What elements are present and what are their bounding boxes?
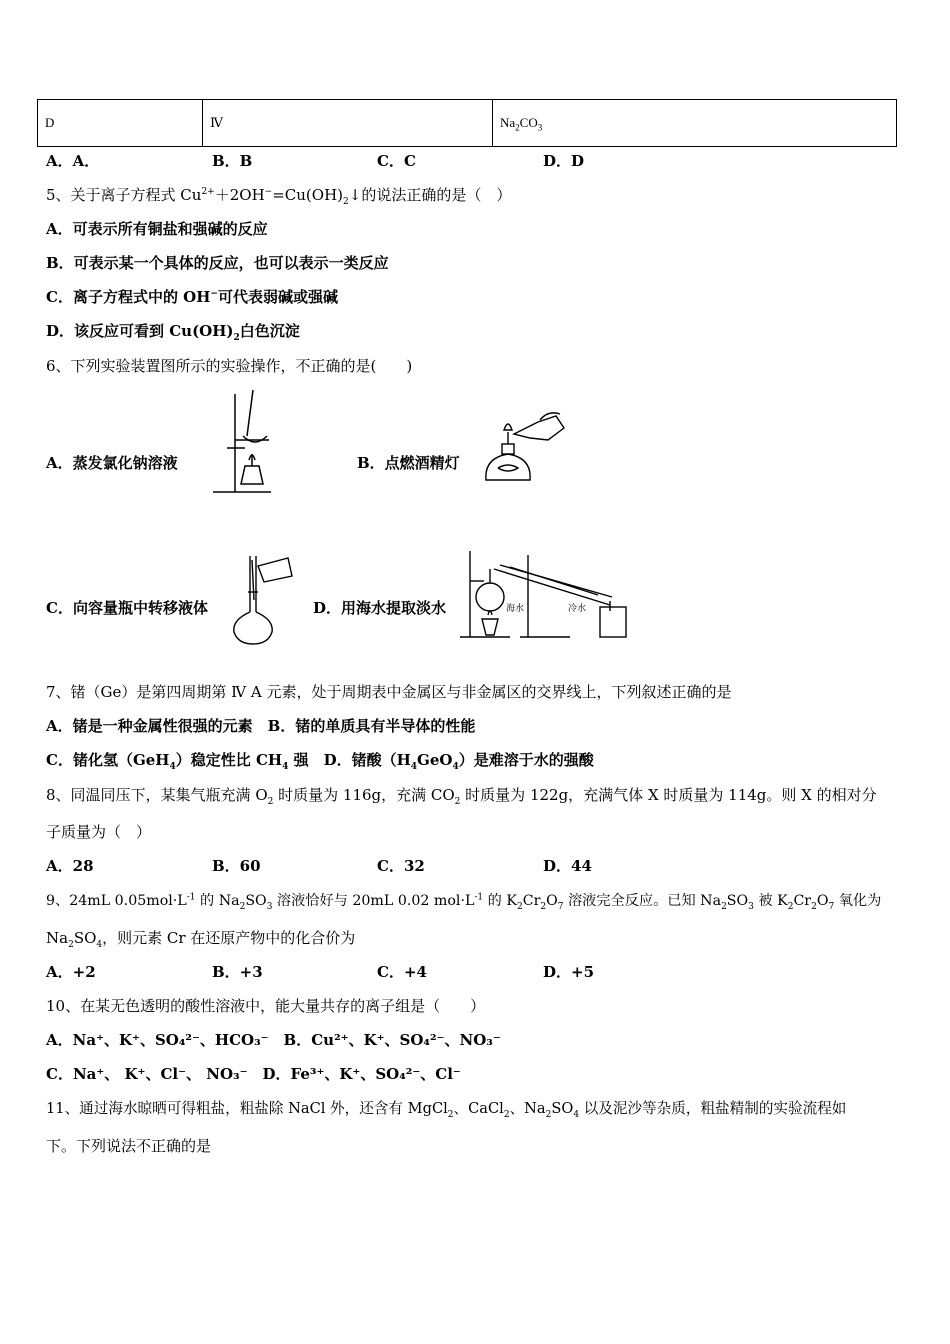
q6-option-a: A．蒸发氯化钠溶液 — [46, 454, 178, 472]
q7-stem: 7、锗（Ge）是第四周期第 Ⅳ A 元素，处于周期表中金属区与非金属区的交界线上，下列叙述正确的是 — [46, 683, 732, 701]
answer-table — [37, 99, 897, 147]
q11-stem-line2: 下。下列说法不正确的是 — [46, 1137, 212, 1155]
q8-option-c: C．32 — [377, 857, 425, 875]
q7-options-ab: A．锗是一种金属性很强的元素 B．锗的单质具有半导体的性能 — [46, 717, 476, 735]
q8-stem-line1: 8、同温同压下，某集气瓶充满 $O_2$ 时质量为 116g，充满 $CO_2$ 时质量为 122g，充满气体 X 时质量为 114g。则 X 的相对分 — [46, 786, 877, 807]
q10-options-cd: C．Na⁺、 K⁺、Cl⁻、 NO₃⁻ D．Fe³⁺、K⁺、SO₄²⁻、Cl⁻ — [46, 1065, 461, 1083]
q10-options-ab: A．Na⁺、K⁺、SO₄²⁻、HCO₃⁻ B．Cu²⁺、K⁺、SO₄²⁻、NO₃⁻ — [46, 1031, 501, 1049]
q9-option-c: C．+4 — [377, 963, 427, 981]
q5-option-b: B．可表示某一个具体的反应，也可以表示一类反应 — [46, 254, 389, 272]
q8-option-b: B．60 — [212, 857, 261, 875]
table-cell-period: Ⅳ — [203, 100, 493, 147]
q6-option-b: B．点燃酒精灯 — [357, 454, 460, 472]
q6-stem: 6、下列实验装置图所示的实验操作，不正确的是( ) — [46, 357, 413, 375]
q6-option-d: D．用海水提取淡水 — [313, 599, 447, 617]
coldwater-label: 冷水 — [568, 604, 587, 614]
q9-option-b: B．+3 — [212, 963, 263, 981]
table-row — [38, 100, 897, 147]
q8-option-d: D．44 — [543, 857, 592, 875]
q5-stem: 5、关于离子方程式 $Cu^{2+}+2OH^-=Cu(OH)_2↓$的说法正确的是（ ） — [46, 186, 512, 207]
seawater-label: 海水 — [506, 604, 525, 614]
q10-stem: 10、在某无色透明的酸性溶液中，能大量共存的离子组是（ ） — [46, 997, 486, 1015]
q4-option-d: D．D — [543, 152, 585, 170]
q9-stem-line2: $Na_2SO_4$，则元素 Cr 在还原产物中的化合价为 — [46, 929, 356, 950]
q9-option-a: A．+2 — [46, 963, 96, 981]
q9-option-d: D．+5 — [543, 963, 595, 981]
q4-option-a: A．A． — [46, 152, 100, 170]
q5-option-c: C．离子方程式中的 OH−可代表弱碱或强碱 — [46, 288, 338, 306]
q5-option-d: D．该反应可看到 $Cu(OH)_2$白色沉淀 — [46, 322, 300, 343]
q6-option-c: C．向容量瓶中转移液体 — [46, 599, 208, 617]
q4-option-c: C．C — [377, 152, 416, 170]
q7-options-cd: C．锗化氢（GeH$_4$）稳定性比 $CH_4$ 强 D．锗酸$(H_4GeO_4)$是难溶于水的强酸 — [46, 751, 594, 772]
q8-stem-line2: 子质量为（ ） — [46, 823, 152, 841]
q9-stem-line1: 9、24mL $0.05mol\cdot L^{-1}$ 的 $Na_2SO_3$ 溶液恰好与 20mL 0.02 $mol\cdot L^{-1}$ 的 $K_2Cr_2O_7$ 溶液完全反应。已知 $Na_2SO_3$ 被 $K_2Cr_2O_7$ 氧化为 — [46, 892, 882, 912]
q5-option-a: A．可表示所有铜盐和强碱的反应 — [46, 220, 268, 238]
q4-option-b: B．B — [212, 152, 253, 170]
q8-option-a: A．28 — [46, 857, 94, 875]
distillation-apparatus-figure — [460, 545, 635, 645]
table-cell-option: D — [38, 100, 203, 147]
volumetric-flask-figure — [228, 552, 298, 647]
table-cell-formula: $Na_2CO_3$ — [493, 100, 897, 147]
evaporation-apparatus-figure — [205, 388, 275, 498]
alcohol-lamp-figure — [478, 410, 570, 490]
q11-stem-line1: 11、通过海水晾晒可得粗盐，粗盐除 NaCl 外，还含有 MgCl$_2$、CaCl$_2$、$Na_2SO_4$ 以及泥沙等杂质，粗盐精制的实验流程如 — [46, 1100, 847, 1120]
